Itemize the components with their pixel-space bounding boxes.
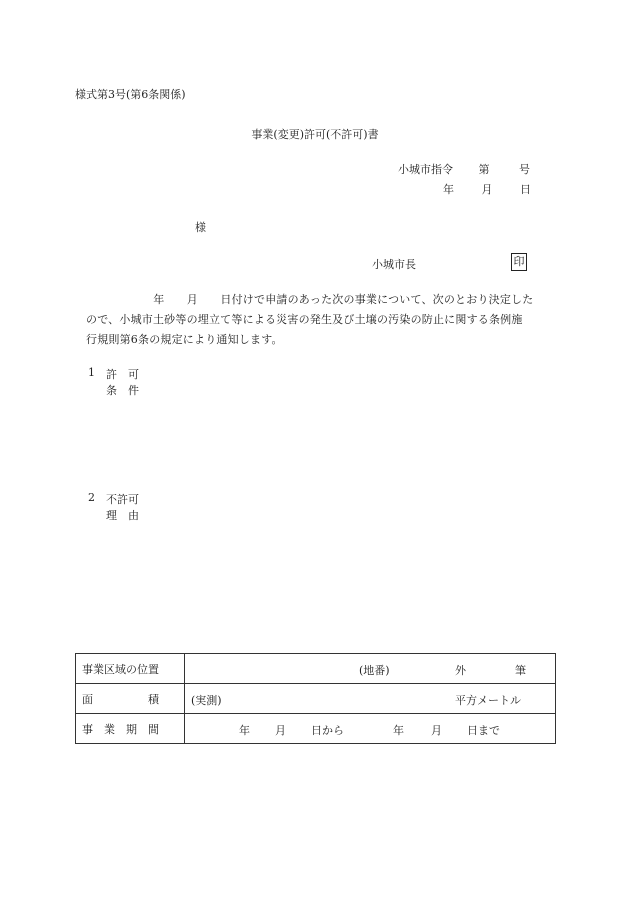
issuer-name: 小城市長: [372, 258, 416, 271]
end-month-label: 月: [431, 724, 442, 737]
section-2-subtitle: 理 由: [106, 509, 139, 522]
soto-label: 外: [455, 664, 466, 677]
form-number: 様式第3号(第6条関係): [75, 88, 186, 101]
body-line-3: 行規則第6条の規定により通知します。: [86, 333, 283, 346]
document-title: 事業(変更)許可(不許可)書: [251, 128, 379, 141]
seal-mark: 印: [511, 253, 527, 271]
designation-label: 小城市指令: [398, 163, 453, 176]
period-value-cell: [185, 714, 556, 744]
jissoku-label: (実測): [191, 694, 222, 707]
table-row: [76, 714, 556, 744]
body-line-1: 年 月 日付けで申請のあった次の事業について、次のとおり決定した: [86, 293, 534, 306]
chiban-label: (地番): [359, 664, 390, 677]
area-value-cell: [185, 684, 556, 714]
recipient-honorific: 様: [195, 221, 206, 234]
section-2-number: 2: [88, 491, 95, 504]
go-label: 号: [519, 163, 530, 176]
day-label: 日: [520, 183, 531, 196]
section-1-title: 許 可: [106, 368, 139, 381]
project-info-table: [75, 653, 556, 744]
end-year-label: 年: [393, 724, 404, 737]
table-row: [76, 654, 556, 684]
section-1-subtitle: 条 件: [106, 384, 139, 397]
start-month-label: 月: [275, 724, 286, 737]
end-day-label: 日まで: [467, 724, 500, 737]
dai-label: 第: [478, 163, 490, 176]
date-line: [443, 181, 531, 197]
notice-body: [86, 290, 556, 350]
reference-number-line: [398, 161, 530, 177]
square-meter-unit: 平方メートル: [455, 694, 521, 707]
area-label: 面 積: [76, 684, 185, 714]
period-label: 事 業 期 間: [76, 714, 185, 744]
body-line-2: ので、小城市土砂等の埋立て等による災害の発生及び土壌の汚染の防止に関する条例施: [86, 313, 523, 326]
start-year-label: 年: [239, 724, 250, 737]
table-row: [76, 684, 556, 714]
section-2-title: 不許可: [106, 493, 139, 506]
hitsu-label: 筆: [515, 664, 526, 677]
start-day-label: 日から: [311, 724, 344, 737]
year-label: 年: [443, 183, 454, 196]
location-label: 事業区域の位置: [76, 654, 185, 684]
location-value-cell: [185, 654, 556, 684]
month-label: 月: [481, 183, 493, 196]
section-1-number: 1: [88, 366, 95, 379]
